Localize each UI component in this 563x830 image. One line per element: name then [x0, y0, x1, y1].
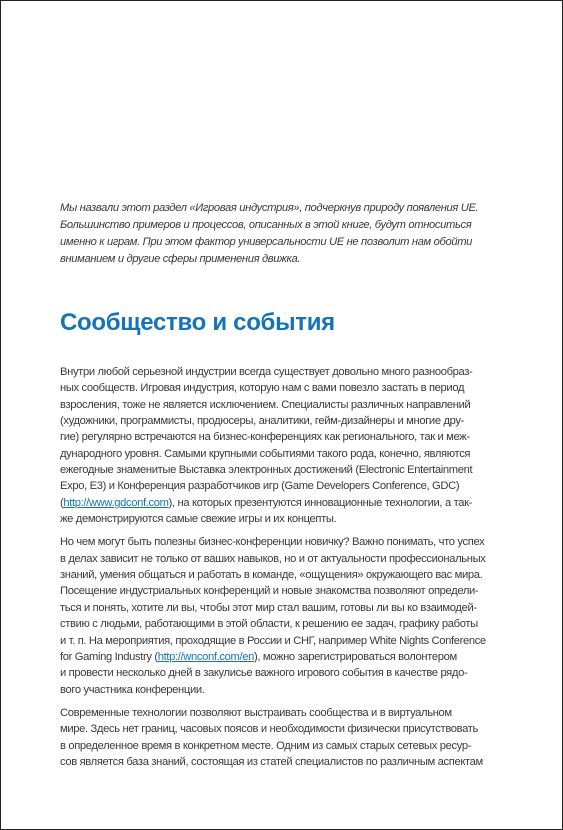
text-line: Expo, E3) и Конференция разработчиков игр (Game Developers Conference, GDC) — [60, 480, 460, 493]
text-line: сов является база знаний, состоящая из статей специалистов по различным аспектам — [60, 755, 483, 768]
text-line: ться и понять, хотите ли вы, чтобы этот мир стал вашим, готовы ли вы ко взаимодей- — [60, 601, 477, 614]
body-paragraph-2 — [60, 534, 490, 697]
text-line: в делах зависит не только от ваших навыков, но и от актуальности профессиональных — [60, 552, 486, 565]
text-line: Но чем могут быть полезны бизнес-конференции новичку? Важно понимать, что успех — [60, 536, 485, 549]
intro-line: Мы назвали этот раздел «Игровая индустрия», подчеркнув природу появления UE. — [60, 202, 479, 214]
text-line: же демонстрируются самые свежие игры и их концепты. — [60, 513, 337, 526]
section-heading: Сообщество и события — [60, 309, 335, 336]
intro-paragraph — [60, 200, 490, 268]
body-paragraph-3 — [60, 705, 490, 770]
text-line: ствию с людьми, работающими в этой области, к решению ее задач, графику работы — [60, 618, 478, 631]
text-line: ежегодные знаменитые Выставка электронных достижений (Electronic Entertainment — [60, 464, 473, 477]
text-line: Внутри любой серьезной индустрии всегда существует довольно много разнообраз- — [60, 366, 473, 378]
text-line: Посещение индустриальных конференций и новые знакомства позволяют определи- — [60, 585, 479, 598]
text-fragment: ), можно зарегистрироваться волонтером — [253, 650, 457, 663]
text-fragment: for Gaming Industry ( — [60, 650, 158, 663]
gdconf-link[interactable]: http://www.gdconf.com — [63, 496, 169, 509]
text-line: вого участника конференции. — [60, 683, 205, 696]
text-line: (художники, программисты, продюсеры, аналитики, гейм-дизайнеры и многие дру- — [60, 415, 464, 428]
text-line: знаний, умения общаться и работать в команде, «ощущения» окружающего вас мира. — [60, 569, 483, 582]
text-line: ных сообществ. Игровая индустрия, которую нам с вами повезло застать в период — [60, 382, 465, 395]
text-line: Современные технологии позволяют выстраивать сообщества и в виртуальном — [60, 706, 452, 719]
text-fragment: ), на которых презентуются инновационные технологии, а так- — [168, 496, 473, 509]
text-line — [60, 649, 490, 665]
intro-line: Большинство примеров и процессов, описанных в этой книге, будут относиться — [60, 219, 472, 231]
text-line: дународного уровня. Самыми крупными событиями такого рода, конечно, являются — [60, 447, 471, 460]
intro-line: вниманием и другие сферы применения движка. — [60, 253, 301, 265]
text-line: и провести несколько дней в закулисье важного игрового события в качестве рядо- — [60, 667, 468, 680]
text-line — [60, 495, 490, 511]
text-line: в определенное время в конкретном месте. Одним из самых старых сетевых ресур- — [60, 739, 472, 752]
page-content — [60, 200, 490, 770]
text-line: гие) регулярно встречаются на бизнес-конференциях как регионального, так и меж- — [60, 431, 470, 444]
text-line: мире. Здесь нет границ, часовых поясов и необходимости физически присутствовать — [60, 723, 479, 736]
body-paragraph-1 — [60, 364, 490, 527]
intro-line: именно к играм. При этом фактор универсальности UE не позволит нам обойти — [60, 236, 473, 248]
text-line: и т. п. На мероприятия, проходящие в России и СНГ, например White Nights Conference — [60, 634, 486, 647]
text-line: взросления, тоже не является исключением. Специалисты различных направлений — [60, 398, 471, 411]
wnconf-link[interactable]: http://wnconf.com/en — [157, 650, 254, 663]
text-fragment: ( — [60, 496, 64, 509]
